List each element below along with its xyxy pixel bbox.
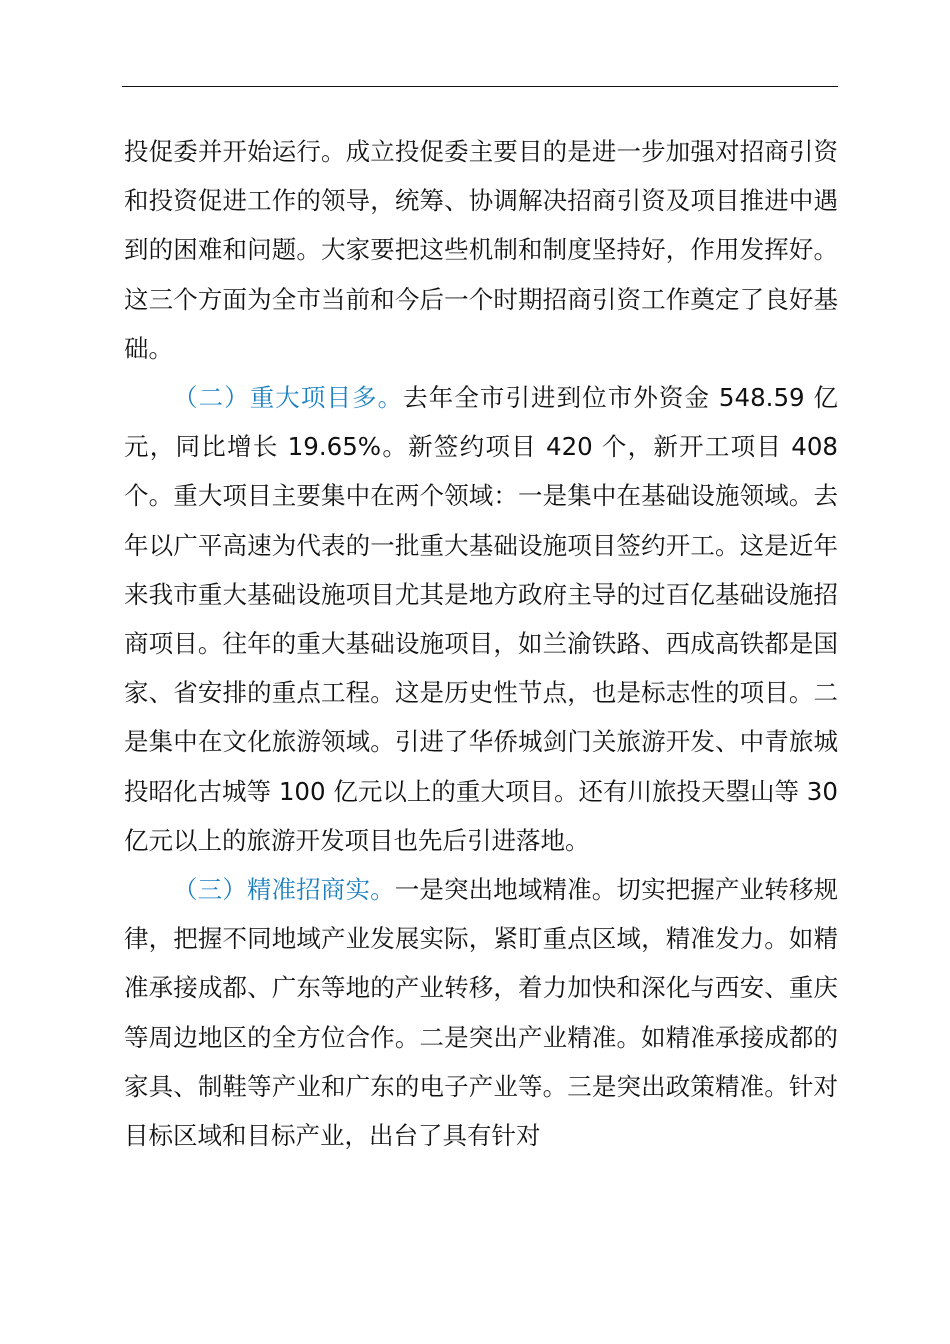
paragraph-intro bbox=[124, 127, 838, 373]
paragraph-major-projects-text: 去年全市引进到位市外资金 548.59 亿元，同比增长 19.65%。新签约项目 420 个，新开工项目 408 个。重大项目主要集中在两个领域：一是集中在基础设施领域。去年以广平高速为代表的一批重大基础设施项目签约开工。这是近年来我市重大基础设施项目尤其是地方政府主导的过百亿基础设施招商项目。往年的重大基础设施项目，如兰渝铁路、西成高铁都是国家、省安排的重点工程。这是历史性节点，也是标志性的项目。二是集中在文化旅游领域。引进了华侨城剑门关旅游开发、中青旅城投昭化古城等 100 亿元以上的重大项目。还有川旅投天曌山等 30 亿元以上的旅游开发项目也先后引进落地。 bbox=[124, 383, 838, 855]
paragraph-precise-investment-text: 一是突出地域精准。切实把握产业转移规律，把握不同地域产业发展实际，紧盯重点区域，精准发力。如精准承接成都、广东等地的产业转移，着力加快和深化与西安、重庆等周边地区的全方位合作。二是突出产业精准。如精准承接成都的家具、制鞋等产业和广东的电子产业等。三是突出政策精准。针对目标区域和目标产业，出台了具有针对 bbox=[124, 875, 839, 1151]
section-heading-major-projects: （二）重大项目多。 bbox=[173, 383, 404, 413]
paragraph-major-projects bbox=[124, 373, 838, 865]
paragraph-intro-text: 投促委并开始运行。成立投促委主要目的是进一步加强对招商引资和投资促进工作的领导，统筹、协调解决招商引资及项目推进中遇到的困难和问题。大家要把这些机制和制度坚持好，作用发挥好。这三个方面为全市当前和今后一个时期招商引资工作奠定了良好基础。 bbox=[124, 137, 838, 363]
document-body bbox=[124, 127, 838, 1160]
header-rule bbox=[122, 86, 838, 87]
paragraph-precise-investment bbox=[124, 865, 838, 1160]
section-heading-precise-investment: （三）精准招商实。 bbox=[173, 875, 395, 905]
